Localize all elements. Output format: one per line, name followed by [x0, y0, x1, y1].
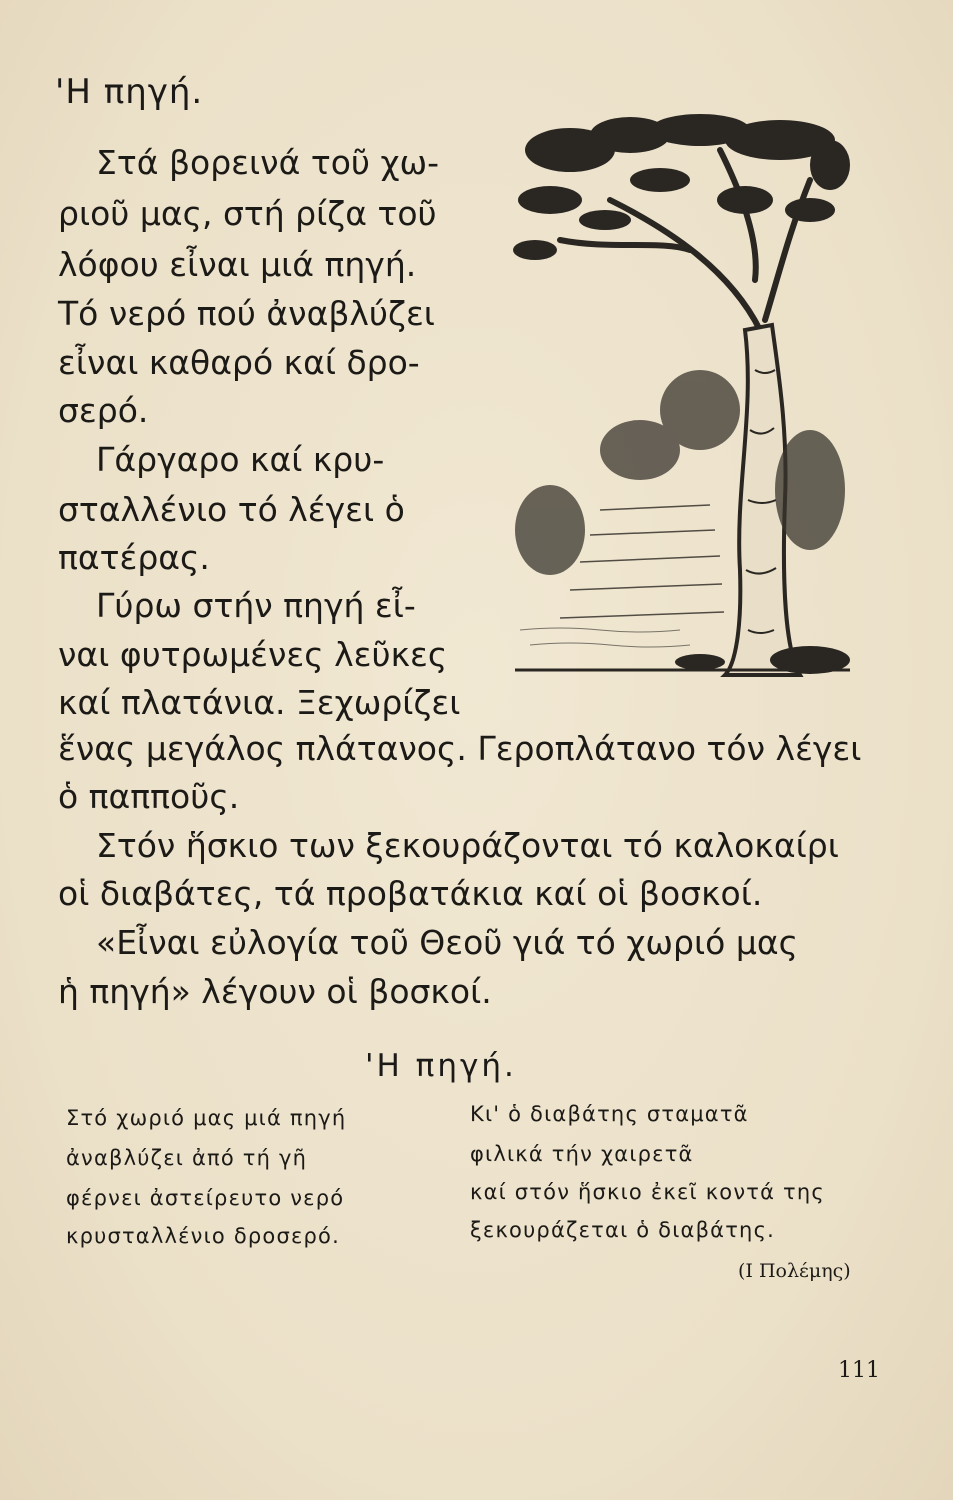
text-line: εἶναι καθαρό καί δρο- [58, 343, 420, 382]
text-line: «Εἶναι εὐλογία τοῦ Θεοῦ γιά τό χωριό μας [96, 923, 798, 962]
poem-line: κρυσταλλένιο δροσερό. [66, 1224, 340, 1248]
text-line: σερό. [58, 391, 149, 430]
poem-title: 'Η πηγή. [365, 1048, 517, 1084]
text-line: Τό νερό πού ἀναβλύζει [58, 294, 435, 333]
poem-line: ἀναβλύζει ἀπό τή γῆ [66, 1146, 308, 1170]
page-title: 'Η πηγή. [55, 72, 204, 112]
poem-line: καί στόν ἥσκιο ἐκεῖ κοντά της [470, 1180, 825, 1204]
text-line: ριοῦ μας, στή ρίζα τοῦ [58, 194, 437, 233]
poem-author: (Ι Πολέμης) [738, 1260, 851, 1282]
poem-line: Κι' ὁ διαβάτης σταματᾶ [470, 1102, 749, 1126]
text-line: ἡ πηγή» λέγουν οἱ βοσκοί. [58, 972, 492, 1011]
text-line: Γύρω στήν πηγή εἶ- [96, 586, 416, 625]
page-number: 111 [838, 1358, 880, 1383]
poem-line: Στό χωριό μας μιά πηγή [66, 1106, 347, 1130]
text-line: σταλλένιο τό λέγει ὁ [58, 490, 405, 529]
text-line: καί πλατάνια. Ξεχωρίζει [58, 683, 461, 722]
text-line: πατέρας. [58, 538, 210, 577]
text-line: οἱ διαβάτες, τά προβατάκια καί οἱ βοσκοί. [58, 874, 763, 913]
poem-line: φιλικά τήν χαιρετᾶ [470, 1142, 694, 1166]
poem-line: ξεκουράζεται ὁ διαβάτης. [470, 1218, 775, 1242]
text-line: Στά βορεινά τοῦ χω- [96, 143, 440, 182]
text-line: ὁ παπποῦς. [58, 777, 240, 816]
poem-line: φέρνει ἀστείρευτο νερό [66, 1186, 345, 1210]
tree-by-spring-icon [510, 110, 855, 680]
text-line: ναι φυτρωμένες λεῦκες [58, 635, 448, 674]
text-line: Στόν ἥσκιο των ξεκουράζονται τό καλοκαίρι [96, 826, 839, 865]
text-line: ἕνας μεγάλος πλάτανος. Γεροπλάτανο τόν λέγει [58, 729, 862, 768]
text-line: Γάργαρο καί κρυ- [96, 440, 385, 479]
text-line: λόφου εἶναι μιά πηγή. [58, 245, 417, 284]
